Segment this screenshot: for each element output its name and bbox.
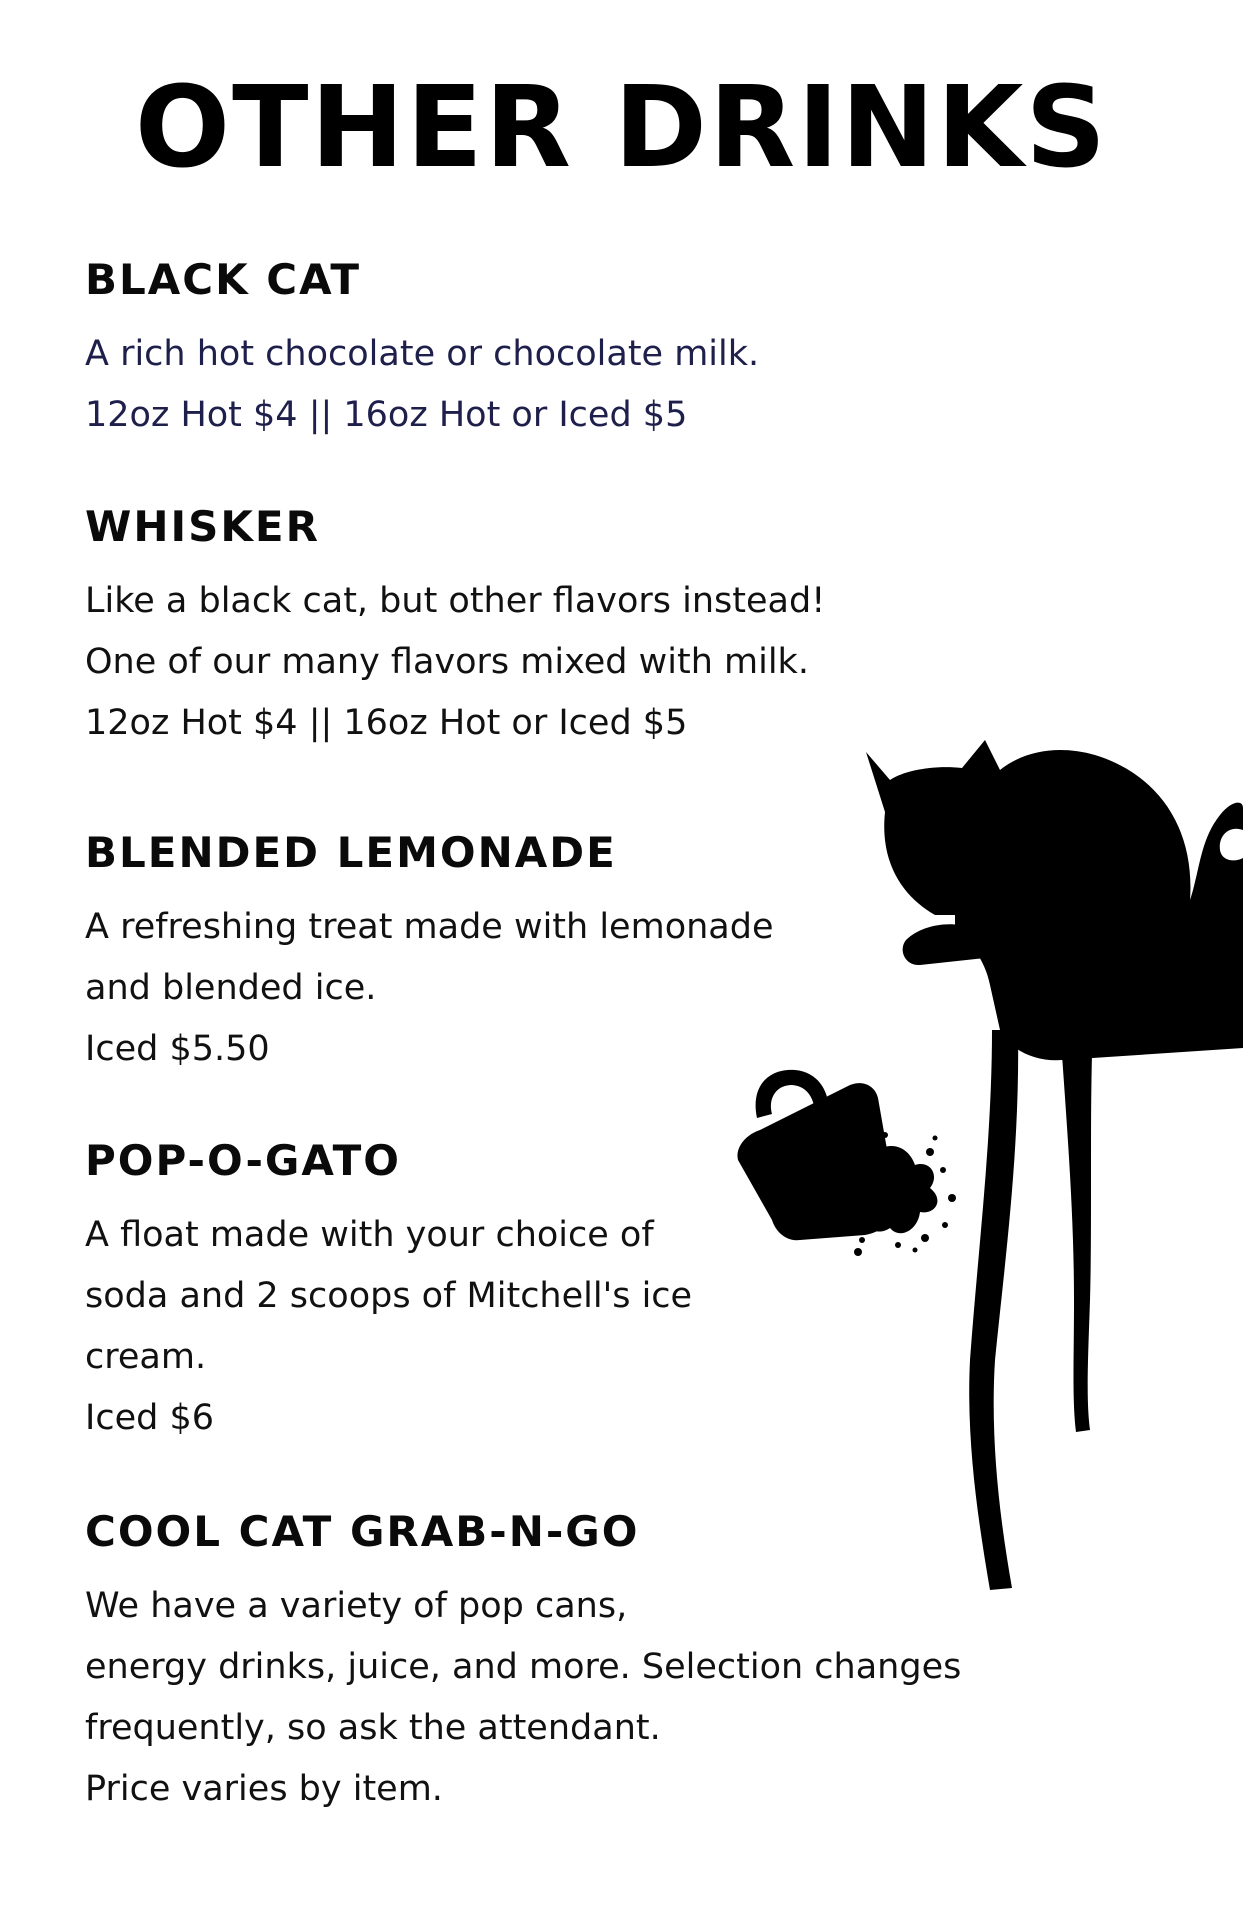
- page-title: OTHER DRINKS: [134, 63, 1109, 193]
- menu-item-whisker: [85, 497, 1085, 754]
- item-price: Price varies by item.: [85, 1769, 443, 1809]
- item-description: A float made with your choice of: [85, 1215, 654, 1255]
- menu-item-cool-cat-grab-n-go: [85, 1502, 1085, 1820]
- item-price: Iced $6: [85, 1398, 214, 1438]
- cat-tail: [1190, 803, 1243, 905]
- item-description: A rich hot chocolate or chocolate milk.: [85, 334, 760, 374]
- item-name: POP-O-GATO: [85, 1136, 401, 1185]
- menu-item-blended-lemonade: [85, 823, 1085, 1080]
- item-description: Like a black cat, but other flavors instead!: [85, 581, 826, 621]
- menu-item-black-cat: [85, 250, 1085, 446]
- item-price: Iced $5.50: [85, 1029, 270, 1069]
- item-description: We have a variety of pop cans,: [85, 1586, 628, 1626]
- item-description: and blended ice.: [85, 968, 377, 1008]
- item-price: 12oz Hot $4 || 16oz Hot or Iced $5: [85, 703, 688, 743]
- item-description: One of our many flavors mixed with milk.: [85, 642, 809, 682]
- item-name: BLENDED LEMONADE: [85, 828, 617, 877]
- item-name: BLACK CAT: [85, 255, 361, 304]
- item-description: soda and 2 scoops of Mitchell's ice: [85, 1276, 693, 1316]
- item-price: 12oz Hot $4 || 16oz Hot or Iced $5: [85, 395, 688, 435]
- item-name: WHISKER: [85, 502, 320, 551]
- item-description: energy drinks, juice, and more. Selection changes: [85, 1647, 962, 1687]
- item-description: cream.: [85, 1337, 207, 1377]
- item-description: frequently, so ask the attendant.: [85, 1708, 661, 1748]
- item-description: A refreshing treat made with lemonade: [85, 907, 774, 947]
- menu-item-pop-o-gato: [85, 1131, 1085, 1449]
- item-name: COOL CAT GRAB-N-GO: [85, 1507, 640, 1556]
